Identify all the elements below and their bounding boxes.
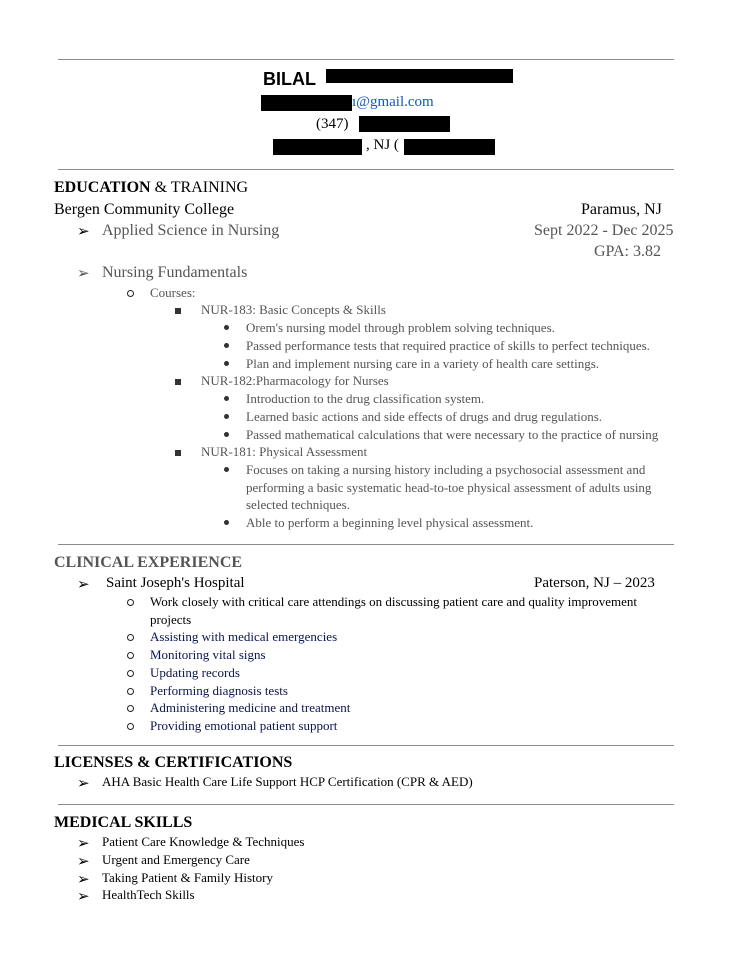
course-bullet: Learned basic actions and side effects of drugs and drug regulations. — [246, 409, 603, 424]
course-bullet: Able to perform a beginning level physical assessment. — [246, 515, 534, 530]
duty-item: Assisting with medical emergencies — [150, 629, 338, 644]
square-bullet-icon — [175, 379, 181, 385]
redacted-email-user — [261, 95, 352, 111]
email-link[interactable]: ı@gmail.com — [352, 94, 434, 110]
education-divider — [58, 544, 674, 545]
course-bullet: Introduction to the drug classification system. — [246, 391, 485, 406]
course-bullet: Passed performance tests that required practice of skills to perfect techniques. — [246, 338, 650, 353]
degree-title: Applied Science in Nursing — [102, 222, 280, 239]
hollow-circle-bullet-icon — [127, 705, 134, 712]
employer-location-date: Paterson, NJ – 2023 — [534, 575, 655, 591]
clinical-heading: CLINICAL EXPERIENCE — [54, 554, 243, 571]
course-bullet: Plan and implement nursing care in a variety of health care settings. — [246, 356, 600, 371]
dot-bullet-icon — [224, 414, 229, 419]
top-divider — [58, 59, 674, 60]
course-bullet: Orem's nursing model through problem solving techniques. — [246, 320, 555, 335]
duty-item: Administering medicine and treatment — [150, 700, 351, 715]
degree-dates: Sept 2022 - Dec 2025 — [534, 222, 674, 239]
header-divider — [58, 169, 674, 170]
program-title: Nursing Fundamentals — [102, 264, 248, 281]
skill-item: Taking Patient & Family History — [102, 870, 273, 885]
arrow-bullet-icon: ➢ — [77, 836, 90, 852]
dot-bullet-icon — [224, 432, 229, 437]
duty-item: Work closely with critical care attendings on discussing patient care and quality improvement — [150, 594, 638, 609]
dot-bullet-icon — [224, 361, 229, 366]
school-name: Bergen Community College — [54, 201, 235, 218]
arrow-bullet-icon: ➢ — [77, 266, 90, 282]
candidate-name: BILAL — [263, 69, 316, 89]
hollow-circle-bullet-icon — [127, 688, 134, 695]
employer-name: Saint Joseph's Hospital — [106, 575, 245, 591]
arrow-bullet-icon: ➢ — [77, 854, 90, 870]
arrow-bullet-icon: ➢ — [77, 224, 90, 240]
duty-item: Providing emotional patient support — [150, 718, 338, 733]
education-heading-bold: EDUCATION — [54, 179, 151, 196]
course-bullet: Focuses on taking a nursing history including a psychosocial assessment and — [246, 462, 646, 477]
hollow-circle-bullet-icon — [127, 670, 134, 677]
courses-label: Courses: — [150, 285, 196, 300]
square-bullet-icon — [175, 450, 181, 456]
dot-bullet-icon — [224, 343, 229, 348]
duty-item: Performing diagnosis tests — [150, 683, 288, 698]
arrow-bullet-icon: ➢ — [77, 872, 90, 888]
duty-item-continued: projects — [150, 612, 192, 627]
education-heading — [54, 179, 248, 197]
course-title: NUR-183: Basic Concepts & Skills — [201, 302, 386, 317]
licenses-divider — [58, 804, 674, 805]
arrow-bullet-icon: ➢ — [77, 776, 90, 792]
gpa: GPA: 3.82 — [594, 243, 661, 260]
course-bullet-continued: performing a basic systematic head-to-toe physical assessment of adults using — [246, 480, 652, 495]
redacted-city — [273, 139, 362, 155]
school-location: Paramus, NJ — [581, 201, 662, 218]
dot-bullet-icon — [224, 467, 229, 472]
hollow-circle-bullet-icon — [127, 634, 134, 641]
dot-bullet-icon — [224, 520, 229, 525]
skill-item: Patient Care Knowledge & Techniques — [102, 834, 305, 849]
hollow-circle-bullet-icon — [127, 599, 134, 606]
education-heading-rest: & TRAINING — [150, 179, 249, 196]
location-state: , NJ ( — [366, 137, 399, 153]
hollow-circle-bullet-icon — [127, 652, 134, 659]
course-bullet: Passed mathematical calculations that were necessary to the practice of nursing — [246, 427, 659, 442]
hollow-circle-bullet-icon — [127, 290, 134, 297]
arrow-bullet-icon: ➢ — [77, 889, 90, 905]
hollow-circle-bullet-icon — [127, 723, 134, 730]
course-bullet-continued: selected techniques. — [246, 497, 350, 512]
course-title: NUR-182:Pharmacology for Nurses — [201, 373, 389, 388]
arrow-bullet-icon: ➢ — [77, 577, 90, 593]
square-bullet-icon — [175, 308, 181, 314]
skill-item: HealthTech Skills — [102, 887, 195, 902]
skill-item: Urgent and Emergency Care — [102, 852, 250, 867]
course-title: NUR-181: Physical Assessment — [201, 444, 368, 459]
redacted-phone — [359, 116, 450, 132]
dot-bullet-icon — [224, 396, 229, 401]
duty-item: Updating records — [150, 665, 240, 680]
licenses-heading: LICENSES & CERTIFICATIONS — [54, 754, 293, 771]
dot-bullet-icon — [224, 325, 229, 330]
redacted-surname — [326, 69, 513, 83]
redacted-zip — [404, 139, 495, 155]
skills-heading: MEDICAL SKILLS — [54, 814, 193, 831]
clinical-divider — [58, 745, 674, 746]
duty-item: Monitoring vital signs — [150, 647, 266, 662]
phone-prefix: (347) — [316, 116, 349, 132]
license-item: AHA Basic Health Care Life Support HCP Certification (CPR & AED) — [102, 774, 473, 789]
